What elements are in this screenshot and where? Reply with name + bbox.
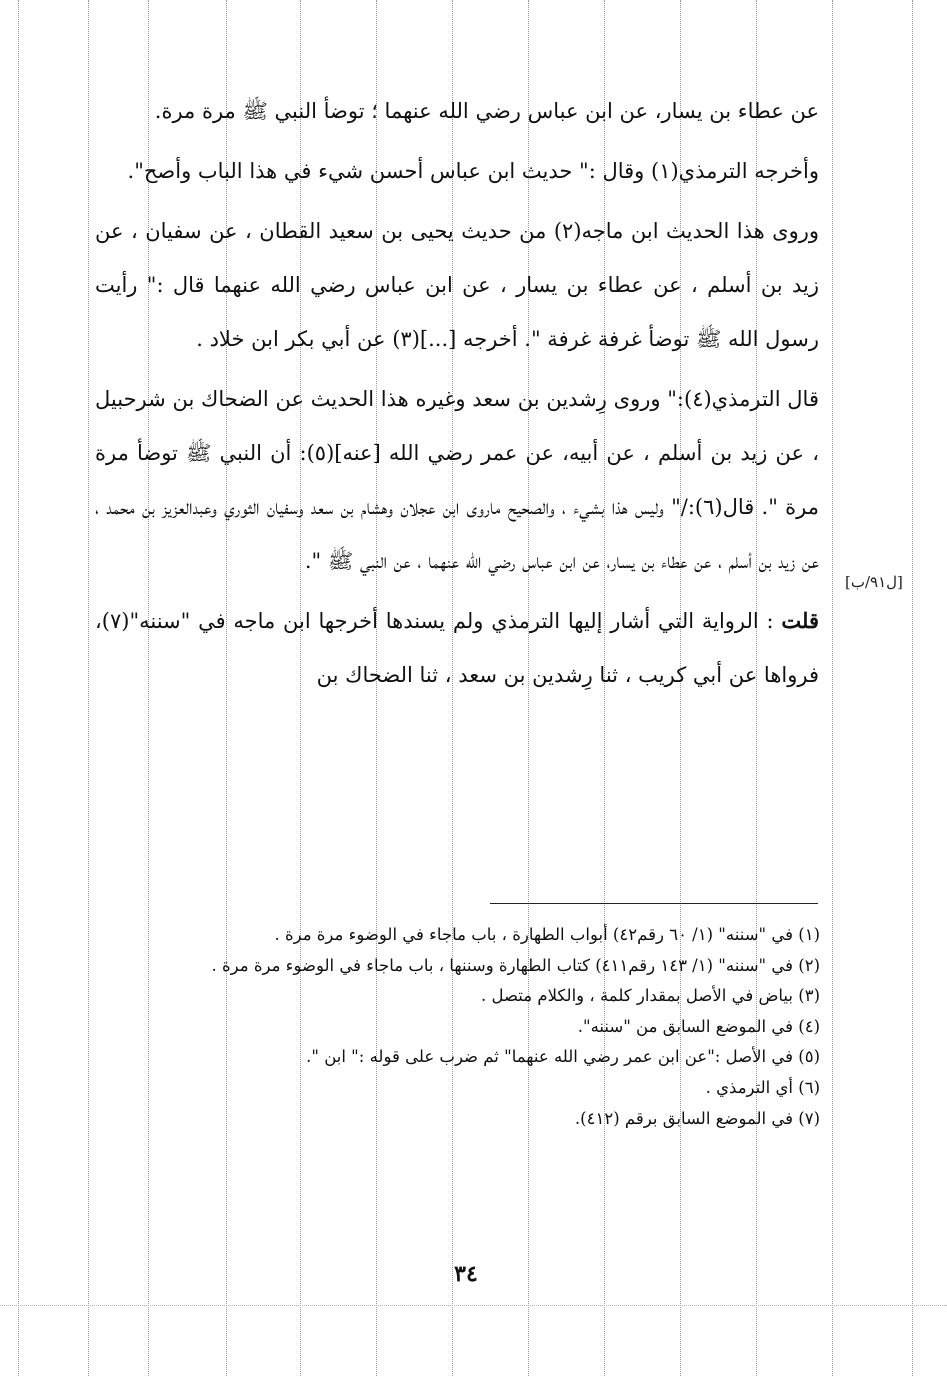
guide-line <box>88 0 89 1376</box>
paragraph-5-text: : الرواية التي أشار إليها الترمذي ولم يسندها أخرجها ابن ماجه في "سننه"(٧)، فرواها عن أبي كريب ، ثنا رِشدين بن سعد ، ثنا الضحاك بن <box>95 609 819 687</box>
paragraph-3: وروى هذا الحديث ابن ماجه(٢) من حديث يحيى بن سعيد القطان ، عن سفيان ، عن زيد بن أسلم ، عن عطاء بن يسار ، عن ابن عباس رضي الله عنهما قال :" رأيت رسول الله ﷺ توضأ غرفة غرفة ". أخرجه [...](٣) عن أبي بكر ابن خلاد . <box>95 219 820 351</box>
paragraph-2: وأخرجه الترمذي(١) وقال :" حديث ابن عباس أحسن شيء في هذا الباب وأصح". <box>127 159 819 183</box>
footnote-4: (٤) في الموضع السابق من "سننه". <box>577 1016 820 1036</box>
main-text <box>95 84 819 708</box>
guide-line-right <box>912 0 913 1376</box>
paragraph-1: عن عطاء بن يسار، عن ابن عباس رضي الله عنهما ؛ توضأ النبي ﷺ مرة مرة. <box>154 99 819 123</box>
footnote-2: (٢) في "سننه" (١/ ١٤٣ رقم٤١١) كتاب الطهارة وسننها ، باب ماجاء في الوضوء مرة مرة . <box>211 955 820 975</box>
paragraph-5 <box>95 594 819 702</box>
guide-line <box>832 0 833 1376</box>
page-number: ٣٤ <box>454 1261 478 1287</box>
manuscript-folio-marker: [ل٩١/ب] <box>845 573 903 591</box>
footnote-5: (٥) في الأصل :"عن ابن عمر رضي الله عنهما" ثم ضرب على قوله :" ابن ". <box>306 1047 820 1067</box>
footnote-1: (١) في "سننه" (١/ ٦٠ رقم٤٢) أبواب الطهارة ، باب ماجاء في الوضوء مرة مرة . <box>274 925 820 944</box>
guide-line-bottom <box>0 1305 947 1306</box>
footnotes <box>120 920 820 1134</box>
footnote-7: (٧) في الموضع السابق برقم (٤١٢). <box>574 1108 820 1128</box>
qultu-heading: قلت <box>781 608 819 633</box>
footnote-6: (٦) أي الترمذي . <box>705 1077 820 1097</box>
guide-line-left <box>18 0 19 1376</box>
footnote-3: (٣) بياض في الأصل بمقدار كلمة ، والكلام متصل . <box>481 986 820 1006</box>
footnote-separator <box>490 903 818 904</box>
paragraph-4: قال الترمذي(٤):" وروى رِشدين بن سعد وغيره هذا الحديث عن الضحاك بن شرحبيل ، عن زيد بن أسلم ، عن أبيه، عن عمر رضي الله [عنه](٥): أن النبي ﷺ توضأ مرة مرة ". قال(٦):/" وليس هذا بشيء ، والصحيح ماروى ابن عجلان وهشام بن سعد وسفيان الثوري وعبدالعزيز بن محمد ، عن زيد بن أسلم ، عن عطاء بن يسار، عن ابن عباس رضي الله عنهما ، عن النبي ﷺ ". <box>95 387 819 573</box>
